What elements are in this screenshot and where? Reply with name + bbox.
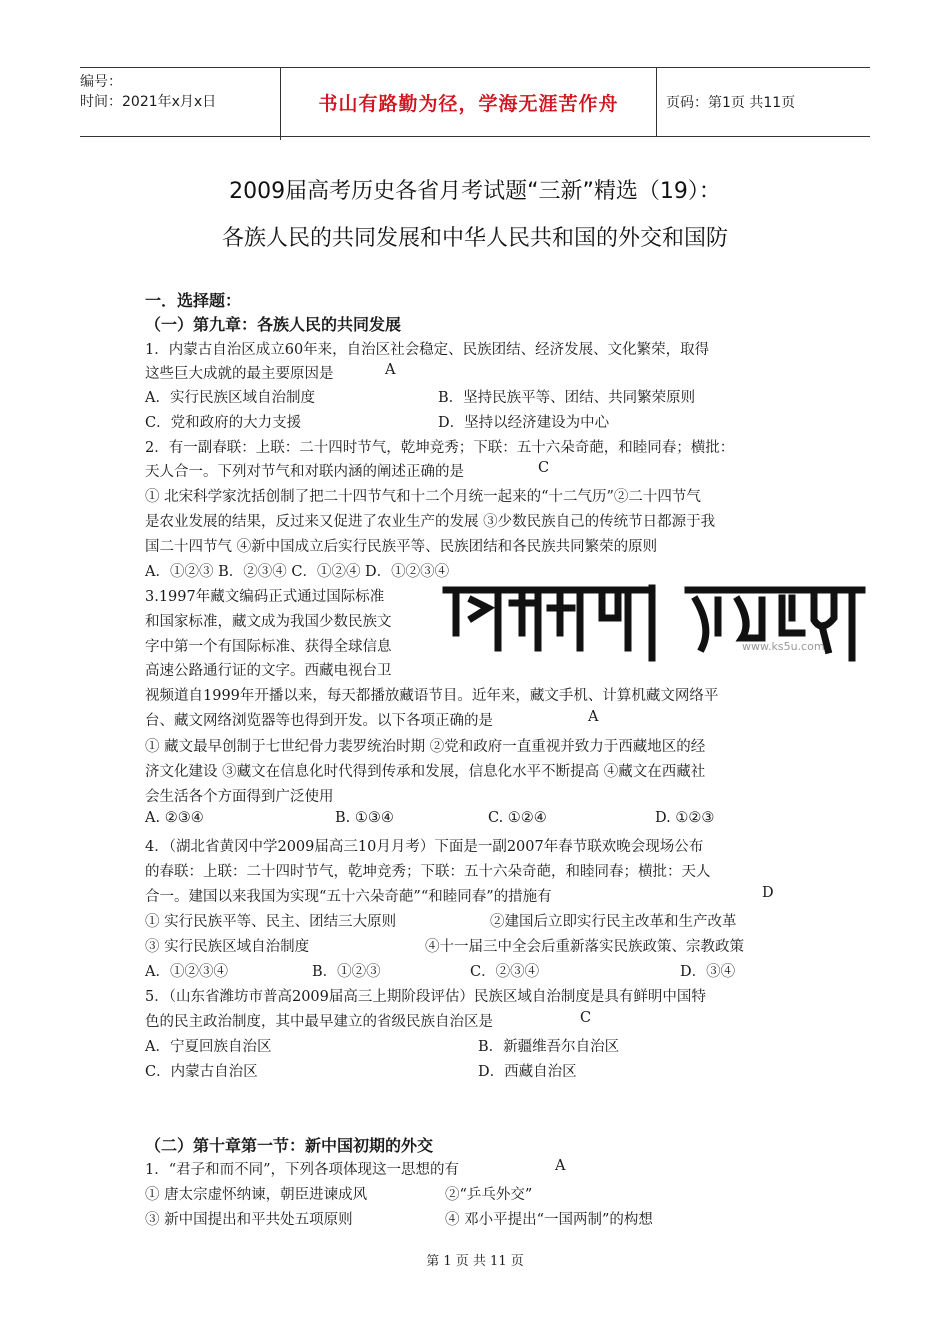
q1-option-b: B．坚持民族平等、团结、共同繁荣原则 (438, 390, 696, 406)
q2-line3: ① 北宋科学家沈括创制了把二十四节气和十二个月统一起来的“十二气历”②二十四节气 (145, 489, 701, 505)
header-page-label: 页码：第1页 共11页 (666, 95, 796, 111)
q3-option-d: D. ①②③ (655, 810, 715, 826)
section-heading-2: （二）第十章第一节：新中国初期的外交 (145, 1136, 434, 1155)
q3-line2: 和国家标准，藏文成为我国少数民族文 (145, 614, 392, 630)
doc-title-line2: 各族人民的共同发展和中华人民共和国的外交和国防 (221, 226, 728, 251)
q1-line2: 这些巨大成就的最主要原因是 (145, 366, 334, 382)
number-label: 编号： (80, 74, 122, 90)
q3-option-b: B. ①③④ (335, 810, 394, 826)
q6-answer: A (555, 1158, 566, 1174)
q3-line7: ① 藏文最早创制于七世纪骨力裴罗统治时期 ②党和政府一直重视并致力于西藏地区的经 (145, 739, 706, 755)
q2-line1: 2．有一副春联：上联：二十四时节气，乾坤竞秀；下联：五十六朵奇葩，和睦同春；横批： (145, 440, 735, 456)
header-motto: 书山有路勤为径，学海无涯苦作舟 (281, 68, 657, 136)
q1-option-d: D．坚持以经济建设为中心 (438, 415, 610, 431)
q6-item-4: ④ 邓小平提出“一国两制”的构想 (445, 1212, 653, 1228)
q3-line6: 台、藏文网络浏览器等也得到开发。以下各项正确的是 (145, 713, 493, 729)
q5-option-a: A．宁夏回族自治区 (145, 1039, 272, 1055)
q5-option-c: C．内蒙古自治区 (145, 1064, 258, 1080)
q1-line1: 1．内蒙古自治区成立60年来，自治区社会稳定、民族团结、经济发展、文化繁荣，取得 (145, 342, 710, 358)
q5-line1: 5．（山东省潍坊市普高2009届高三上期阶段评估）民族区域自治制度是具有鲜明中国特 (145, 989, 706, 1005)
doc-title-line1: 2009届高考历史各省月考试题“三新”精选（19）： (229, 179, 721, 204)
q3-answer: A (588, 709, 599, 725)
q4-item-1: ① 实行民族平等、民主、团结三大原则 (145, 914, 397, 930)
q3-option-c: C. ①②④ (488, 810, 547, 826)
q4-option-a: A．①②③④ (145, 964, 228, 980)
q2-line4: 是农业发展的结果，反过来又促进了农业生产的发展 ③少数民族自己的传统节日都源于我 (145, 514, 716, 530)
q2-line5: 国二十四节气 ④新中国成立后实行民族平等、民族团结和各民族共同繁荣的原则 (145, 539, 658, 555)
q3-line1: 3.1997年藏文编码正式通过国际标准 (145, 589, 385, 605)
q3-line4: 高速公路通行证的文字。西藏电视台卫 (145, 663, 392, 679)
time-label: 时间：2021年x月x日 (80, 94, 217, 110)
q1-option-c: C．党和政府的大力支援 (145, 415, 302, 431)
q3-line8: 济文化建设 ③藏文在信息化时代得到传承和发展，信息化水平不断提高 ④藏文在西藏社 (145, 764, 706, 780)
part-heading: 一．选择题： (145, 291, 242, 310)
q4-item-3: ③ 实行民族区域自治制度 (145, 939, 310, 955)
tibetan-script-image (442, 578, 872, 678)
q2-options: A．①②③ B．②③④ C．①②④ D．①②③④ (145, 564, 450, 580)
q6-line1: 1．“君子和而不同”，下列各项体现这一思想的有 (145, 1162, 460, 1178)
q4-option-b: B．①②③ (312, 964, 381, 980)
q4-line2: 的春联：上联：二十四时节气，乾坤竞秀；下联：五十六朵奇葩，和睦同春；横批：天人 (145, 864, 711, 880)
q3-line9: 会生活各个方面得到广泛使用 (145, 789, 334, 805)
q3-option-a: A. ②③④ (145, 810, 204, 826)
q4-item-2: ②建国后立即实行民主改革和生产改革 (490, 914, 737, 930)
q1-option-a: A．实行民族区域自治制度 (145, 390, 315, 406)
q4-option-c: C．②③④ (470, 964, 540, 980)
section-heading-1: （一）第九章：各族人民的共同发展 (145, 315, 402, 334)
q5-answer: C (580, 1010, 592, 1026)
header-meta (80, 68, 281, 140)
watermark-text: www.ks5u.com (742, 640, 825, 653)
q1-answer: A (385, 362, 396, 378)
q3-line5: 视频道自1999年开播以来，每天都播放藏语节目。近年来，藏文手机、计算机藏文网络平 (145, 688, 719, 704)
q6-item-3: ③ 新中国提出和平共处五项原则 (145, 1212, 353, 1228)
q4-option-d: D．③④ (680, 964, 736, 980)
q4-line1: 4．（湖北省黄冈中学2009届高三10月月考）下面是一副2007年春节联欢晚会现场公布 (145, 839, 704, 855)
page-footer: 第 1 页 共 11 页 (426, 1254, 524, 1269)
q6-item-2: ②“乒乓外交” (445, 1187, 533, 1203)
q4-line3: 合一。建国以来我国为实现“五十六朵奇葩”“和睦同春”的措施有 (145, 889, 552, 905)
q3-line3: 字中第一个有国际标准、获得全球信息 (145, 639, 392, 655)
q4-answer: D (762, 885, 774, 901)
q2-answer: C (538, 460, 550, 476)
q5-option-b: B．新疆维吾尔自治区 (478, 1039, 620, 1055)
q2-line2: 天人合一。下列对节气和对联内涵的阐述正确的是 (145, 464, 464, 480)
q6-item-1: ① 唐太宗虚怀纳谏，朝臣进谏成风 (145, 1187, 368, 1203)
q5-option-d: D．西藏自治区 (478, 1064, 577, 1080)
q5-line2: 色的民主政治制度，其中最早建立的省级民族自治区是 (145, 1014, 493, 1030)
q4-item-4: ④十一届三中全会后重新落实民族政策、宗教政策 (425, 939, 744, 955)
page-header (80, 67, 870, 137)
